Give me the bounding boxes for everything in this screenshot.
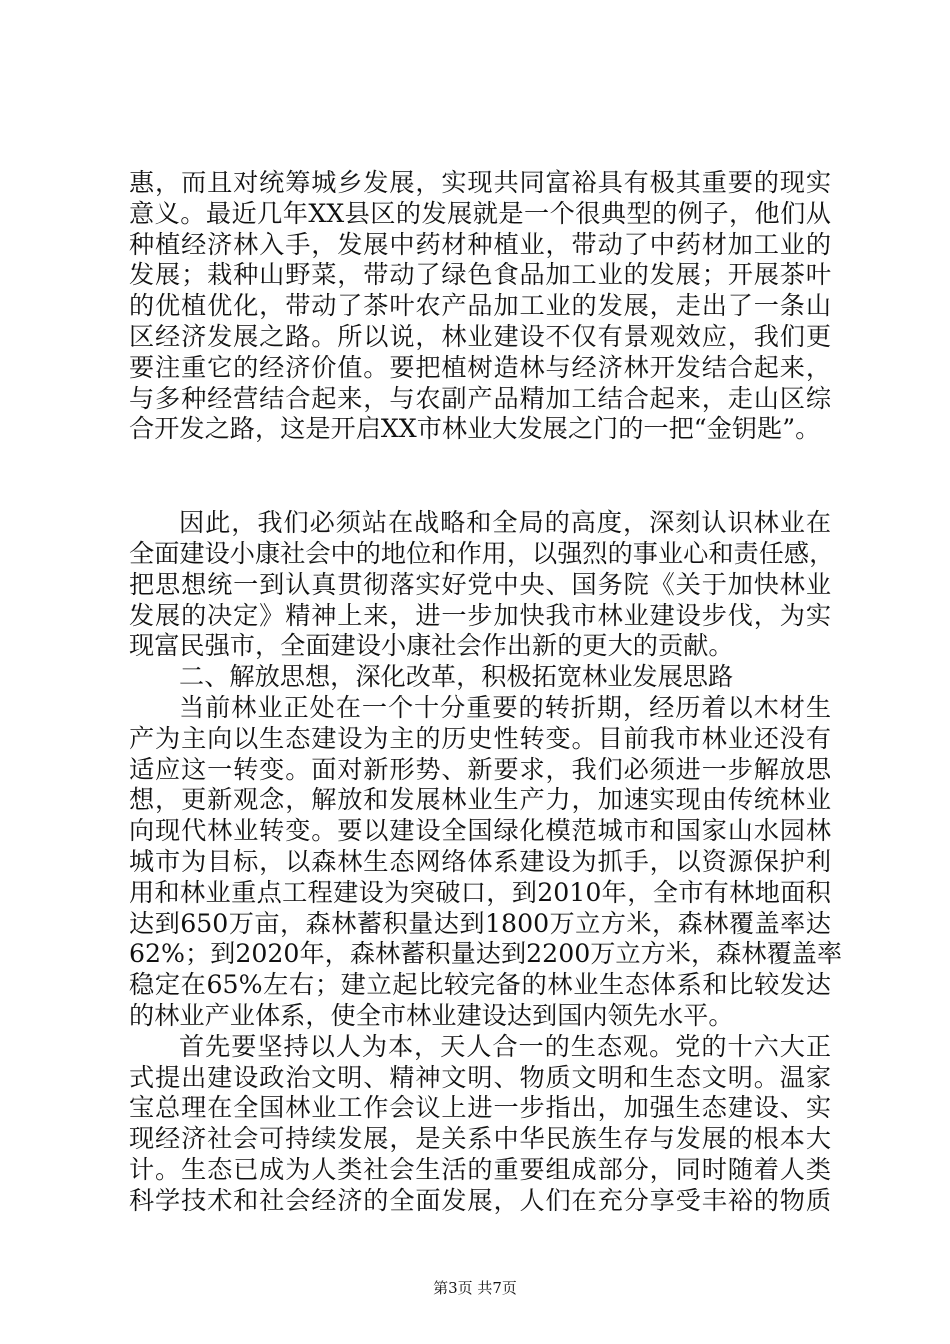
text-line: 当前林业正处在一个十分重要的转折期，经历着以木材生 — [179, 692, 831, 722]
text-line: 计。生态已成为人类社会生活的重要组成部分，同时随着人类 — [129, 1154, 831, 1184]
text-line: 现富民强市，全面建设小康社会作出新的更大的贡献。 — [129, 631, 734, 661]
text-line: 的林业产业体系，使全市林业建设达到国内领先水平。 — [129, 1000, 734, 1030]
text-line: 宝总理在全国林业工作会议上进一步指出，加强生态建设、实 — [129, 1093, 831, 1123]
text-line: 用和林业重点工程建设为突破口，到2010年，全市有林地面积 — [129, 877, 831, 907]
text-line: 62%；到2020年，森林蓄积量达到2200万立方米，森林覆盖率 — [129, 939, 843, 969]
text-line: 的优植优化，带动了茶叶农产品加工业的发展，走出了一条山 — [129, 291, 831, 321]
text-line: 区经济发展之路。所以说，林业建设不仅有景观效应，我们更 — [129, 321, 831, 351]
text-line: 与多种经营结合起来，与农副产品精加工结合起来，走山区综 — [129, 383, 831, 413]
paragraph-gap — [129, 445, 831, 508]
text-line: 城市为目标，以森林生态网络体系建设为抓手，以资源保护利 — [129, 846, 831, 876]
text-line: 稳定在65%左右；建立起比较完备的林业生态体系和比较发达 — [129, 970, 831, 1000]
text-line: 产为主向以生态建设为主的历史性转变。目前我市林业还没有 — [129, 723, 831, 753]
text-line: 向现代林业转变。要以建设全国绿化模范城市和国家山水园林 — [129, 816, 831, 846]
page-number-footer — [0, 1277, 950, 1298]
text-line: 意义。最近几年XX县区的发展就是一个很典型的例子，他们从 — [129, 198, 831, 228]
text-line: 式提出建设政治文明、精神文明、物质文明和生态文明。温家 — [129, 1062, 831, 1092]
text-line: 因此，我们必须站在战略和全局的高度，深刻认识林业在 — [179, 508, 831, 538]
text-line: 适应这一转变。面对新形势、新要求，我们必须进一步解放思 — [129, 754, 831, 784]
text-line: 现经济社会可持续发展，是关系中华民族生存与发展的根本大 — [129, 1124, 831, 1154]
text-line: 要注重它的经济价值。要把植树造林与经济林开发结合起来， — [129, 352, 831, 382]
text-line: 全面建设小康社会中的地位和作用，以强烈的事业心和责任感， — [129, 538, 835, 568]
text-line: 想，更新观念，解放和发展林业生产力，加速实现由传统林业 — [129, 785, 831, 815]
paragraph-2 — [129, 508, 835, 662]
text-line: 把思想统一到认真贯彻落实好党中央、国务院《关于加快林业 — [129, 569, 831, 599]
text-line: 惠，而且对统筹城乡发展，实现共同富裕具有极其重要的现实 — [129, 168, 831, 197]
text-line: 发展；栽种山野菜，带动了绿色食品加工业的发展；开展茶叶 — [129, 260, 831, 290]
text-line: 发展的决定》精神上来，进一步加快我市林业建设步伐，为实 — [129, 600, 831, 630]
text-line: 首先要坚持以人为本，天人合一的生态观。党的十六大正 — [179, 1031, 831, 1061]
text-line: 科学技术和社会经济的全面发展，人们在充分享受丰裕的物质 — [129, 1185, 831, 1215]
text-line: 种植经济林入手，发展中药材种植业，带动了中药材加工业的 — [129, 229, 831, 259]
paragraph-3 — [129, 692, 843, 1032]
paragraph-4 — [129, 1032, 831, 1217]
text-line: 达到650万亩，森林蓄积量达到1800万立方米，森林覆盖率达 — [129, 908, 831, 938]
paragraph-1 — [129, 168, 831, 445]
body-text — [129, 168, 843, 1217]
text-line: 合开发之路，这是开启XX市林业大发展之门的一把“金钥匙”。 — [129, 414, 821, 444]
heading-text: 二、解放思想，深化改革，积极拓宽林业发展思路 — [179, 662, 734, 692]
page-number-label: 第3页 共7页 — [433, 1279, 517, 1297]
section-heading — [129, 662, 831, 693]
